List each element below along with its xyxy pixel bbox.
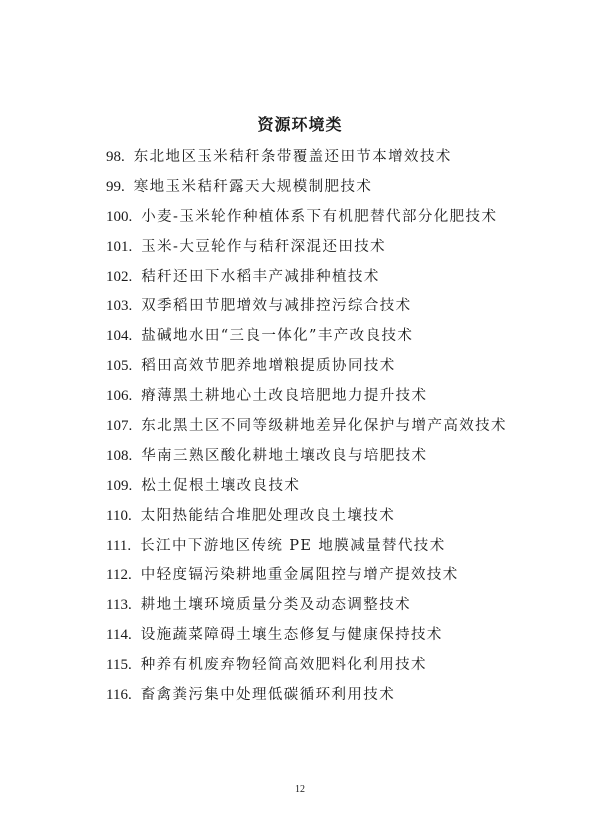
list-item [106, 177, 576, 207]
list-item [106, 625, 576, 655]
item-text: 玉米-大豆轮作与秸秆深混还田技术 [141, 238, 387, 255]
list-item [106, 237, 576, 267]
item-number: 101. [106, 238, 133, 255]
item-number: 99. [106, 178, 125, 195]
item-text: 小麦-玉米轮作种植体系下有机肥替代部分化肥技术 [141, 208, 498, 225]
list-item [106, 386, 576, 416]
item-number: 114. [106, 627, 132, 644]
item-number: 109. [106, 477, 133, 494]
item-text: 设施蔬菜障碍土壤生态修复与健康保持技术 [140, 627, 443, 644]
item-text: 双季稻田节肥增效与减排控污综合技术 [141, 298, 412, 315]
item-text: 畜禽粪污集中处理低碳循环利用技术 [140, 687, 396, 704]
item-text: 种养有机废弃物轻简高效肥料化利用技术 [140, 657, 427, 674]
item-number: 116. [106, 687, 132, 704]
item-number: 104. [106, 328, 133, 345]
item-text: 寒地玉米秸秆露天大规模制肥技术 [133, 178, 373, 195]
item-text: 长江中下游地区传统 PE 地膜减量替代技术 [140, 537, 446, 554]
item-text: 东北黑土区不同等级耕地差异化保护与增产高效技术 [141, 418, 507, 435]
item-number: 103. [106, 298, 133, 315]
list-item [106, 506, 576, 536]
section-title: 资源环境类 [257, 115, 343, 134]
page-number: 12 [295, 784, 305, 795]
list-item [106, 595, 576, 625]
item-text: 太阳热能结合堆肥处理改良土壤技术 [140, 507, 396, 524]
list-item [106, 326, 576, 356]
item-text: 华南三熟区酸化耕地土壤改良与培肥技术 [141, 447, 428, 464]
list-item [106, 446, 576, 476]
item-text: 东北地区玉米秸秆条带覆盖还田节本增效技术 [133, 149, 452, 165]
item-number: 106. [106, 388, 133, 405]
item-number: 98. [106, 149, 125, 165]
list-item [106, 356, 576, 386]
item-number: 113. [106, 597, 132, 614]
list-item [106, 536, 576, 566]
item-number: 112. [106, 567, 132, 584]
list-item [106, 655, 576, 685]
item-number: 110. [106, 507, 132, 524]
item-text: 松土促根土壤改良技术 [141, 477, 301, 494]
item-text: 耕地土壤环境质量分类及动态调整技术 [140, 597, 412, 614]
item-number: 105. [106, 358, 133, 375]
item-number: 108. [106, 447, 133, 464]
item-number: 111. [106, 537, 132, 554]
item-text: 瘠薄黑土耕地心土改良培肥地力提升技术 [141, 388, 428, 405]
list-item [106, 147, 576, 177]
list-item [106, 565, 576, 595]
list-item [106, 207, 576, 237]
item-text: 稻田高效节肥养地增粮提质协同技术 [141, 358, 396, 375]
item-text: 盐碱地水田“三良一体化”丰产改良技术 [141, 328, 414, 345]
list-item [106, 476, 576, 506]
item-number: 102. [106, 268, 133, 285]
list-item [106, 267, 576, 297]
item-number: 107. [106, 418, 133, 435]
technology-list [106, 147, 576, 715]
list-item [106, 685, 576, 715]
item-text: 秸秆还田下水稻丰产减排种植技术 [141, 268, 380, 285]
list-item [106, 296, 576, 326]
list-item [106, 416, 576, 446]
item-text: 中轻度镉污染耕地重金属阻控与增产提效技术 [140, 567, 459, 584]
item-number: 100. [106, 208, 133, 225]
item-number: 115. [106, 657, 132, 674]
